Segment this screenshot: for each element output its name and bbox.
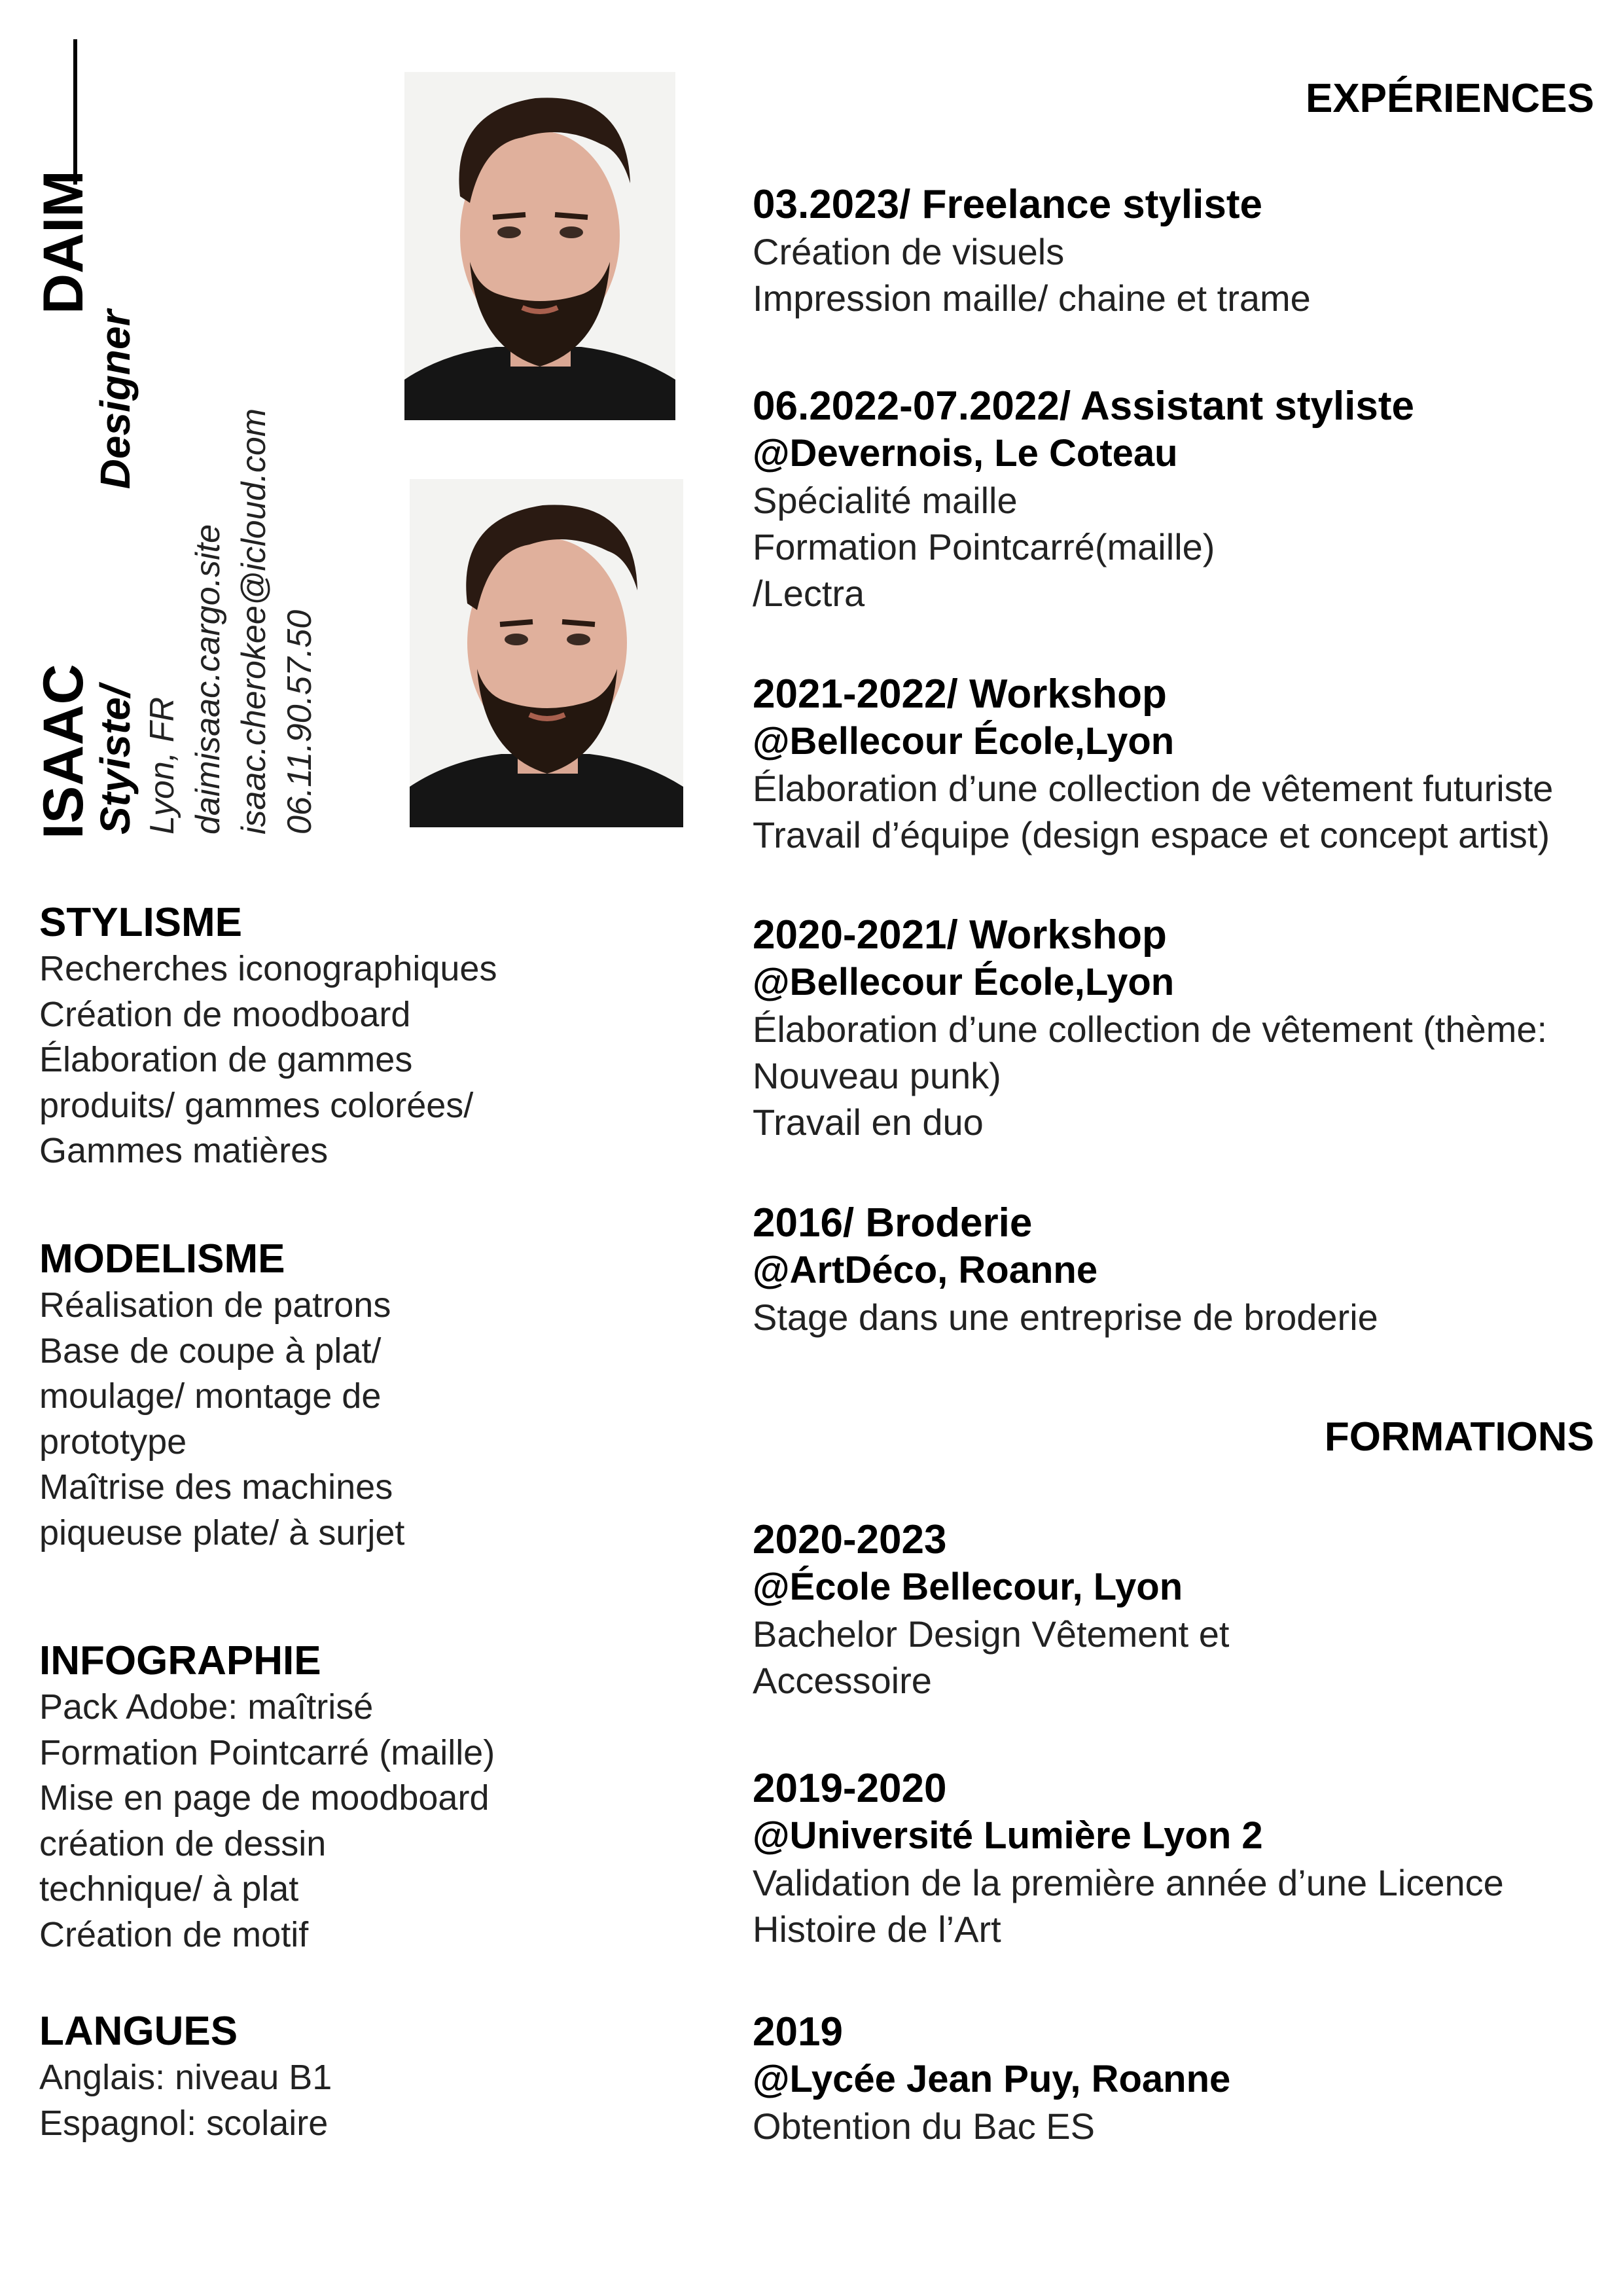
- portrait-illustration: [410, 479, 683, 827]
- entry-title: 2020-2021/ Workshop: [753, 912, 1167, 958]
- entry-title: 2021-2022/ Workshop: [753, 672, 1167, 717]
- entry-line: Travail en duo: [753, 1102, 984, 1143]
- section-title: MODELISME: [39, 1236, 285, 1282]
- website-link[interactable]: daimisaac.cargo.site: [189, 524, 227, 834]
- experience-entry: [753, 382, 1603, 617]
- entry-line: Nouveau punk): [753, 1055, 1001, 1096]
- name-underline-rule: [73, 39, 77, 185]
- entry-line: Bachelor Design Vêtement et: [753, 1613, 1230, 1655]
- entry-organization: @Lycée Jean Puy, Roanne: [753, 2058, 1231, 2100]
- entry-title: 2020-2023: [753, 1517, 947, 1562]
- entry-title: 2019: [753, 2009, 843, 2054]
- experience-entry: [753, 670, 1603, 858]
- entry-line: Spécialité maille: [753, 480, 1018, 521]
- entry-title: 2019-2020: [753, 1766, 947, 1811]
- entry-line: /Lectra: [753, 573, 865, 614]
- skill-line: Réalisation de patrons: [39, 1285, 391, 1325]
- section-title: INFOGRAPHIE: [39, 1638, 321, 1683]
- entry-line: Accessoire: [753, 1660, 932, 1701]
- entry-organization: @Bellecour École,Lyon: [753, 961, 1175, 1003]
- portrait-photo: [404, 72, 675, 420]
- entry-line: Création de visuels: [753, 231, 1065, 272]
- portrait-illustration: [404, 72, 675, 420]
- skill-line: piqueuse plate/ à surjet: [39, 1513, 405, 1552]
- skill-line: Pack Adobe: maîtrisé: [39, 1687, 374, 1727]
- entry-title: 03.2023/ Freelance styliste: [753, 182, 1262, 227]
- email-link[interactable]: isaac.cherokee@icloud.com: [235, 408, 273, 834]
- formation-entry: [753, 1516, 1603, 1704]
- formations-heading: FORMATIONS: [1324, 1414, 1594, 1460]
- experience-entry: [753, 1199, 1603, 1340]
- section-title: STYLISME: [39, 900, 243, 945]
- entry-line: Stage dans une entreprise de broderie: [753, 1297, 1378, 1338]
- entry-line: Élaboration d’une collection de vêtement futuriste: [753, 768, 1554, 809]
- skill-line: Base de coupe à plat/: [39, 1331, 382, 1371]
- entry-line: Validation de la première année d’une Licence: [753, 1862, 1504, 1903]
- skill-line: Gammes matières: [39, 1131, 329, 1170]
- entry-line: Travail d’équipe (design espace et concept artist): [753, 814, 1550, 855]
- entry-organization: @Devernois, Le Coteau: [753, 432, 1178, 475]
- role-designer: Designer: [92, 310, 139, 490]
- entry-title: 06.2022-07.2022/ Assistant styliste: [753, 384, 1415, 429]
- entry-line: Impression maille/ chaine et trame: [753, 278, 1311, 319]
- skill-line: Création de motif: [39, 1914, 309, 1954]
- skills-section-stylisme: [39, 899, 537, 1174]
- entry-organization: @Bellecour École,Lyon: [753, 720, 1175, 762]
- experiences-heading: EXPÉRIENCES: [1305, 76, 1594, 121]
- skill-line: Recherches iconographiques: [39, 949, 497, 988]
- entry-line: Élaboration d’une collection de vêtement (thème:: [753, 1009, 1548, 1050]
- experience-entry: [753, 181, 1603, 321]
- portrait-photo: [410, 479, 683, 827]
- last-name: DAIM: [32, 170, 95, 314]
- entry-line: Histoire de l’Art: [753, 1909, 1001, 1950]
- skill-line: moulage/ montage de: [39, 1376, 382, 1416]
- role-stylist: Styiste/: [92, 685, 139, 834]
- skill-line: Maîtrise des machines: [39, 1467, 393, 1507]
- skill-line: produits/ gammes colorées/: [39, 1085, 474, 1125]
- section-title: LANGUES: [39, 2009, 238, 2054]
- city: Lyon, FR: [143, 696, 181, 834]
- skill-line: Mise en page de moodboard: [39, 1778, 490, 1818]
- skill-line: création de dessin: [39, 1823, 327, 1863]
- entry-organization: @ArtDéco, Roanne: [753, 1249, 1098, 1291]
- entry-organization: @École Bellecour, Lyon: [753, 1566, 1183, 1608]
- skills-section-langues: [39, 2008, 537, 2146]
- entry-line: Obtention du Bac ES: [753, 2106, 1096, 2147]
- formation-entry: [753, 1765, 1603, 1952]
- skill-line: Espagnol: scolaire: [39, 2103, 329, 2143]
- skill-line: Anglais: niveau B1: [39, 2058, 332, 2097]
- skill-line: Création de moodboard: [39, 994, 411, 1034]
- skill-line: Élaboration de gammes: [39, 1040, 413, 1079]
- entry-line: Formation Pointcarré(maille): [753, 526, 1215, 567]
- experience-entry: [753, 911, 1603, 1145]
- entry-title: 2016/ Broderie: [753, 1200, 1033, 1246]
- skills-section-modelisme: [39, 1236, 537, 1556]
- skills-section-infographie: [39, 1638, 537, 1958]
- entry-organization: @Université Lumière Lyon 2: [753, 1814, 1263, 1857]
- phone-number[interactable]: 06.11.90.57.50: [281, 609, 319, 834]
- skill-line: technique/ à plat: [39, 1869, 299, 1909]
- first-name: ISAAC: [32, 664, 95, 839]
- formation-entry: [753, 2008, 1603, 2149]
- skill-line: Formation Pointcarré (maille): [39, 1732, 495, 1772]
- job-role: [92, 310, 139, 834]
- skill-line: prototype: [39, 1422, 187, 1462]
